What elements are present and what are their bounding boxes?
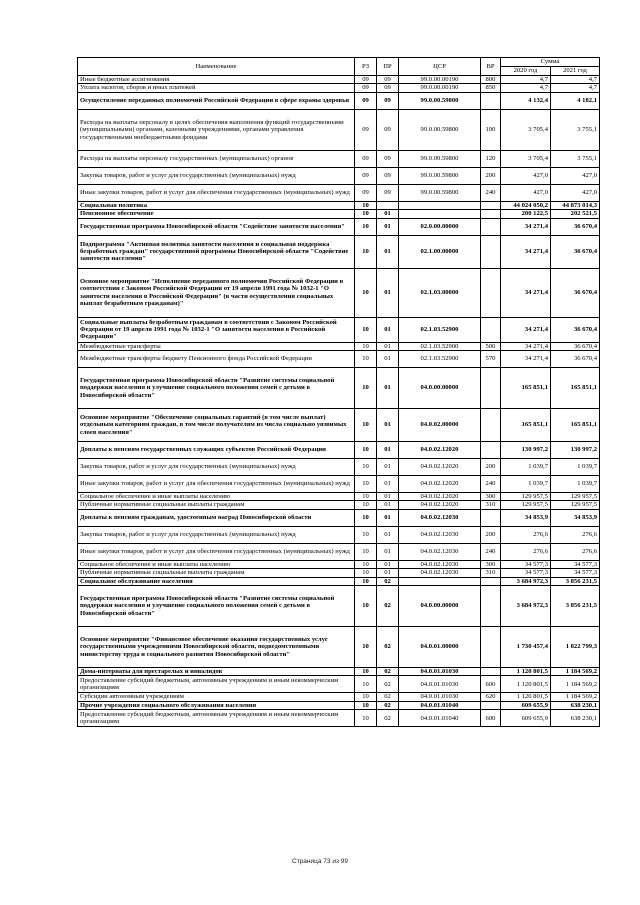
cell-rz: 10 [355,586,377,627]
cell-vr: 120 [481,150,501,167]
cell-rz: 10 [355,317,377,342]
cell-pr: 09 [377,76,399,84]
cell-name: Прочие учреждения социального обслуживания населения [78,701,355,709]
cell-2020: 3 705,4 [501,150,551,167]
cell-2020: 1 039,7 [501,476,551,493]
table-row [78,526,600,543]
cell-vr [481,577,501,585]
cell-2021: 1 822 799,3 [551,627,600,668]
cell-2020: 3 684 972,3 [501,586,551,627]
table-row [78,201,600,209]
cell-vr: 310 [481,569,501,577]
table-row [78,218,600,235]
cell-rz: 10 [355,268,377,317]
cell-pr: 01 [377,560,399,568]
cell-name: Публичные нормативные социальные выплаты гражданам [78,501,355,509]
table-row [78,235,600,268]
cell-vr: 300 [481,493,501,501]
cell-pr: 01 [377,351,399,368]
cell-csr: 99.0.00.59800 [399,167,481,184]
table-row [78,693,600,701]
cell-2020: 276,6 [501,526,551,543]
cell-rz: 09 [355,76,377,84]
cell-pr: 01 [377,342,399,350]
table-row [78,351,600,368]
cell-rz: 09 [355,84,377,92]
cell-2020: 34 271,4 [501,342,551,350]
cell-rz: 10 [355,543,377,560]
cell-pr: 02 [377,586,399,627]
cell-pr [377,201,399,209]
cell-pr: 02 [377,676,399,693]
cell-rz: 09 [355,150,377,167]
cell-name: Доплаты к пенсиям гражданам, удостоенным наград Новосибирской области [78,509,355,526]
header-csr: ЦСР [399,58,481,76]
table-row [78,701,600,709]
cell-pr: 02 [377,693,399,701]
cell-2020: 4,7 [501,76,551,84]
cell-2021: 276,6 [551,526,600,543]
cell-csr: 04.0.00.00000 [399,586,481,627]
cell-pr: 01 [377,476,399,493]
cell-2021: 3 755,1 [551,109,600,150]
cell-csr: 04.0.02.12020 [399,459,481,476]
cell-name: Государственная программа Новосибирской области "Развитие системы социальной поддержки населения и улучшение социального положения семей с детьми в Новосибирской области" [78,368,355,409]
cell-name: Закупка товаров, работ и услуг для государственных (муниципальных) нужд [78,167,355,184]
cell-vr: 200 [481,167,501,184]
cell-csr: 02.0.00.00000 [399,218,481,235]
cell-2020: 427,0 [501,184,551,201]
table-row [78,493,600,501]
cell-rz: 09 [355,109,377,150]
cell-2021: 165 851,1 [551,368,600,409]
table-row [78,543,600,560]
cell-vr: 800 [481,76,501,84]
table-body [78,76,600,727]
cell-pr: 01 [377,442,399,459]
cell-name: Иные закупки товаров, работ и услуг для обеспечения государственных (муниципальных) нужд [78,543,355,560]
cell-2020: 427,0 [501,167,551,184]
cell-vr [481,442,501,459]
cell-name: Пенсионное обеспечение [78,210,355,218]
cell-name: Иные закупки товаров, работ и услуг для обеспечения государственных (муниципальных) нужд [78,476,355,493]
cell-2020: 276,6 [501,543,551,560]
cell-name: Закупка товаров, работ и услуг для государственных (муниципальных) нужд [78,526,355,543]
cell-vr [481,92,501,109]
cell-2021: 4,7 [551,84,600,92]
cell-csr [399,577,481,585]
cell-vr: 600 [481,676,501,693]
table-row [78,76,600,84]
cell-2020: 1 120 801,5 [501,668,551,676]
cell-2021: 3 755,1 [551,150,600,167]
cell-rz: 10 [355,342,377,350]
table-row [78,476,600,493]
cell-rz: 10 [355,676,377,693]
cell-csr: 02.1.03.52900 [399,342,481,350]
cell-rz: 10 [355,627,377,668]
cell-rz: 10 [355,218,377,235]
cell-csr: 04.0.01.01030 [399,668,481,676]
cell-csr: 04.0.00.00000 [399,368,481,409]
cell-pr: 02 [377,701,399,709]
cell-2020: 44 024 050,2 [501,201,551,209]
cell-csr: 04.0.02.12020 [399,476,481,493]
table-row [78,409,600,442]
table-row [78,150,600,167]
cell-csr: 04.0.02.12020 [399,501,481,509]
header-rz: РЗ [355,58,377,76]
cell-pr: 01 [377,509,399,526]
table-row [78,627,600,668]
cell-2020: 1 730 457,4 [501,627,551,668]
cell-csr: 04.0.01.01030 [399,676,481,693]
header-name: Наименование [78,58,355,76]
table-row [78,317,600,342]
cell-rz: 10 [355,409,377,442]
cell-name: Иные закупки товаров, работ и услуг для обеспечения государственных (муниципальных) нужд [78,184,355,201]
cell-2021: 3 856 231,5 [551,586,600,627]
cell-rz: 09 [355,184,377,201]
cell-2020: 1 039,7 [501,459,551,476]
header-pr: ПР [377,58,399,76]
cell-pr: 09 [377,109,399,150]
cell-name: Межбюджетные трансферты [78,342,355,350]
cell-rz: 10 [355,710,377,727]
cell-vr [481,586,501,627]
table-row [78,586,600,627]
table-row [78,710,600,727]
cell-pr: 01 [377,493,399,501]
page-footer: Страница 73 из 99 [292,858,348,865]
cell-vr [481,368,501,409]
cell-csr: 04.0.02.12030 [399,543,481,560]
table-row [78,501,600,509]
cell-pr: 01 [377,459,399,476]
cell-rz: 10 [355,701,377,709]
cell-rz: 10 [355,668,377,676]
cell-vr: 570 [481,351,501,368]
cell-2021: 427,0 [551,167,600,184]
cell-2021: 36 670,4 [551,342,600,350]
cell-2021: 4,7 [551,76,600,84]
cell-pr: 01 [377,218,399,235]
cell-rz: 10 [355,476,377,493]
cell-pr: 01 [377,268,399,317]
cell-vr: 240 [481,184,501,201]
cell-pr: 01 [377,526,399,543]
cell-2021: 427,0 [551,184,600,201]
header-vr: ВР [481,58,501,76]
cell-name: Публичные нормативные социальные выплаты гражданам [78,569,355,577]
cell-pr: 02 [377,627,399,668]
cell-name: Государственная программа Новосибирской области "Развитие системы социальной поддержки населения и улучшение социального положения семей с детьми в Новосибирской области" [78,586,355,627]
cell-2021: 34 853,9 [551,509,600,526]
cell-name: Основное мероприятие "Финансовое обеспечение оказания государственных услуг государственными учреждениями Новосибирской области, подведомственными министерству труда и социального развития Новосибирской области" [78,627,355,668]
cell-vr [481,235,501,268]
cell-rz: 10 [355,235,377,268]
cell-pr: 09 [377,92,399,109]
cell-name: Предоставление субсидий бюджетным, автономным учреждениям и иным некоммерческим организациям [78,676,355,693]
header-sum: Сумма [501,58,600,67]
cell-pr: 01 [377,501,399,509]
cell-pr: 02 [377,710,399,727]
table-row [78,509,600,526]
cell-rz: 10 [355,201,377,209]
cell-2020: 34 271,4 [501,351,551,368]
cell-pr: 01 [377,569,399,577]
cell-rz: 10 [355,693,377,701]
cell-csr: 99.0.00.00190 [399,84,481,92]
cell-2020: 609 655,9 [501,710,551,727]
cell-vr: 850 [481,84,501,92]
header-year-2020: 2020 год [501,67,551,76]
cell-pr: 09 [377,167,399,184]
cell-2021: 129 957,5 [551,493,600,501]
cell-pr: 01 [377,543,399,560]
cell-pr: 02 [377,668,399,676]
cell-vr: 620 [481,693,501,701]
cell-name: Социальное обслуживание населения [78,577,355,585]
cell-pr: 01 [377,235,399,268]
table-row [78,92,600,109]
cell-rz: 10 [355,368,377,409]
cell-csr: 99.0.00.59800 [399,92,481,109]
cell-2021: 36 670,4 [551,351,600,368]
cell-2021: 34 577,3 [551,569,600,577]
cell-vr: 240 [481,476,501,493]
cell-csr: 02.1.03.52900 [399,351,481,368]
cell-csr: 99.0.00.59800 [399,109,481,150]
cell-2021: 36 670,4 [551,268,600,317]
cell-rz: 09 [355,92,377,109]
cell-csr: 02.1.03.00000 [399,268,481,317]
table-row [78,668,600,676]
cell-2021: 276,6 [551,543,600,560]
cell-pr: 02 [377,577,399,585]
cell-name: Основное мероприятие "Обеспечение социальных гарантий (в том числе выплат) отдельным категориям граждан, в том числе получателям из числа социально уязвимых слоев населения" [78,409,355,442]
cell-2021: 3 856 231,5 [551,577,600,585]
table-row [78,560,600,568]
cell-2020: 4,7 [501,84,551,92]
cell-2021: 1 184 569,2 [551,693,600,701]
cell-vr: 300 [481,560,501,568]
cell-name: Уплата налогов, сборов и иных платежей [78,84,355,92]
cell-pr: 01 [377,210,399,218]
cell-2020: 609 655,9 [501,701,551,709]
cell-2020: 1 120 801,5 [501,676,551,693]
cell-csr: 99.0.00.59800 [399,150,481,167]
table-row [78,342,600,350]
table-row [78,368,600,409]
cell-rz: 10 [355,577,377,585]
cell-csr: 02.1.03.52900 [399,317,481,342]
cell-2021: 44 873 014,3 [551,201,600,209]
cell-2021: 4 182,1 [551,92,600,109]
cell-vr [481,201,501,209]
cell-name: Иные бюджетные ассигнования [78,76,355,84]
cell-2020: 129 957,5 [501,501,551,509]
cell-2021: 1 039,7 [551,459,600,476]
cell-vr [481,218,501,235]
cell-vr: 100 [481,109,501,150]
table-row [78,459,600,476]
table-row [78,109,600,150]
cell-csr: 04.0.02.12030 [399,509,481,526]
cell-vr: 310 [481,501,501,509]
cell-name: Расходы на выплаты персоналу государственных (муниципальных) органов [78,150,355,167]
cell-2021: 36 670,4 [551,317,600,342]
cell-vr [481,210,501,218]
cell-name: Предоставление субсидий бюджетным, автономным учреждениям и иным некоммерческим организациям [78,710,355,727]
cell-2020: 200 122,5 [501,210,551,218]
cell-pr: 01 [377,317,399,342]
cell-2020: 129 957,5 [501,493,551,501]
cell-csr: 04.0.02.12030 [399,526,481,543]
cell-vr: 500 [481,342,501,350]
cell-2020: 3 684 972,3 [501,577,551,585]
cell-2021: 129 957,5 [551,501,600,509]
cell-2020: 3 705,4 [501,109,551,150]
cell-2021: 1 184 569,2 [551,668,600,676]
cell-csr: 04.0.02.12020 [399,493,481,501]
cell-name: Социальные выплаты безработным гражданам в соответствии с Законом Российской Федерации от 19 апреля 1991 года № 1032-1 "О занятости населения в Российской Федерации" [78,317,355,342]
cell-vr [481,701,501,709]
cell-2021: 1 184 569,2 [551,676,600,693]
cell-rz: 10 [355,560,377,568]
cell-csr: 04.0.02.12030 [399,569,481,577]
cell-csr: 04.0.01.01030 [399,693,481,701]
cell-2020: 34 271,4 [501,218,551,235]
cell-rz: 10 [355,493,377,501]
table-row [78,676,600,693]
cell-2021: 34 577,3 [551,560,600,568]
cell-2021: 36 670,4 [551,218,600,235]
cell-name: Закупка товаров, работ и услуг для государственных (муниципальных) нужд [78,459,355,476]
cell-vr [481,509,501,526]
cell-2020: 4 132,4 [501,92,551,109]
cell-rz: 10 [355,501,377,509]
cell-name: Основное мероприятие "Исполнение переданного полномочия Российской Федерации в соответствии с Законом Российской Федерации от 19 апреля 1991 года № 1032-1 "О занятости населения в Российской Федерации" (в части осуществления социальных выплат безработным гражданам)" [78,268,355,317]
cell-csr: 04.0.01.01040 [399,701,481,709]
cell-name: Доплаты к пенсиям государственных служащих субъектов Российской Федерации [78,442,355,459]
cell-csr [399,201,481,209]
table-row [78,569,600,577]
cell-vr [481,668,501,676]
cell-name: Социальное обеспечение и иные выплаты населению [78,560,355,568]
cell-rz: 10 [355,569,377,577]
cell-2021: 165 851,1 [551,409,600,442]
table-row [78,184,600,201]
header-year-2021: 2021 год [551,67,600,76]
cell-vr [481,409,501,442]
cell-vr: 200 [481,459,501,476]
cell-pr: 09 [377,84,399,92]
cell-csr: 02.1.00.00000 [399,235,481,268]
cell-2021: 202 521,5 [551,210,600,218]
cell-2020: 34 853,9 [501,509,551,526]
cell-rz: 10 [355,351,377,368]
cell-csr: 99.0.00.00190 [399,76,481,84]
cell-rz: 09 [355,167,377,184]
cell-rz: 10 [355,442,377,459]
table-row [78,84,600,92]
cell-vr [481,268,501,317]
table-row [78,577,600,585]
cell-name: Социальное обеспечение и иные выплаты населению [78,493,355,501]
cell-name: Межбюджетные трансферты бюджету Пенсионного фонда Российской Федерации [78,351,355,368]
cell-rz: 10 [355,459,377,476]
cell-csr: 99.0.00.59800 [399,184,481,201]
cell-2020: 165 851,1 [501,368,551,409]
cell-rz: 10 [355,210,377,218]
cell-2021: 130 997,2 [551,442,600,459]
cell-vr: 600 [481,710,501,727]
cell-name: Расходы на выплаты персоналу в целях обеспечения выполнения функций государственными (муниципальными) органами, казенными учреждениями, органами управления государственными внебюджетными фондами [78,109,355,150]
cell-pr: 01 [377,368,399,409]
cell-csr: 04.0.02.12030 [399,560,481,568]
cell-vr [481,627,501,668]
cell-csr: 04.0.01.01040 [399,710,481,727]
cell-name: Осуществление переданных полномочий Российской Федерации в сфере охраны здоровья [78,92,355,109]
cell-pr: 09 [377,150,399,167]
table-row [78,442,600,459]
cell-2021: 638 230,1 [551,710,600,727]
cell-2020: 1 120 801,5 [501,693,551,701]
cell-rz: 10 [355,526,377,543]
cell-rz: 10 [355,509,377,526]
cell-vr: 240 [481,543,501,560]
cell-pr: 01 [377,409,399,442]
table-row [78,210,600,218]
cell-2020: 34 577,3 [501,560,551,568]
cell-name: Подпрограмма "Активная политика занятости населения и социальная поддержка безработных граждан" государственной программы Новосибирской области "Содействие занятости населения" [78,235,355,268]
cell-2020: 34 271,4 [501,268,551,317]
cell-csr: 04.0.02.00000 [399,409,481,442]
cell-csr: 04.0.02.12020 [399,442,481,459]
cell-name: Государственная программа Новосибирской области "Содействие занятости населения" [78,218,355,235]
cell-2020: 165 851,1 [501,409,551,442]
cell-name: Субсидии автономным учреждениям [78,693,355,701]
budget-table [77,57,600,727]
cell-2020: 130 997,2 [501,442,551,459]
cell-name: Социальная политика [78,201,355,209]
cell-2021: 36 670,4 [551,235,600,268]
budget-table-page [77,57,599,727]
cell-vr: 200 [481,526,501,543]
cell-2020: 34 577,3 [501,569,551,577]
cell-2020: 34 271,4 [501,235,551,268]
cell-vr [481,317,501,342]
table-row [78,268,600,317]
cell-2021: 638 230,1 [551,701,600,709]
cell-2021: 1 039,7 [551,476,600,493]
cell-pr: 09 [377,184,399,201]
table-row [78,167,600,184]
cell-csr: 04.0.01.00000 [399,627,481,668]
cell-csr [399,210,481,218]
cell-name: Дома-интернаты для престарелых и инвалидов [78,668,355,676]
cell-2020: 34 271,4 [501,317,551,342]
